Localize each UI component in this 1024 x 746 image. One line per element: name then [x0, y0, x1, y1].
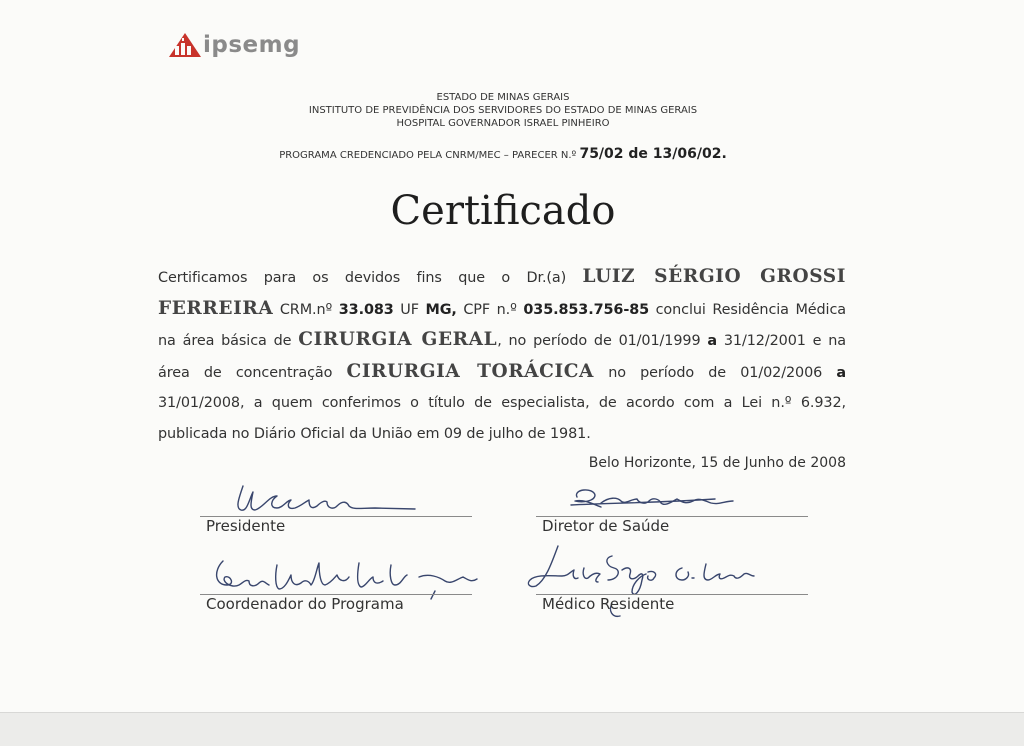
certificate-body [158, 262, 846, 450]
place-and-date: Belo Horizonte, 15 de Junho de 2008 [588, 455, 846, 471]
body-text-9: 31/01/2008, a quem conferimos o título de especialista, de acordo com a Lei n.º 6.932, publicada no Diário Oficial da União em 09 de julho de 1981. [158, 395, 846, 442]
crm-number: 33.083 [338, 301, 394, 318]
program-coordinator-label: Coordenador do Programa [206, 595, 404, 613]
basic-area: CIRURGIA GERAL [298, 329, 498, 351]
body-text-7: 31/12/2001 e na área de concentração [158, 333, 847, 381]
body-text-2: CRM.nº [273, 301, 339, 318]
uf-value: MG, [425, 301, 457, 318]
logo-text: ipsemg [203, 32, 301, 58]
body-a-1: a [707, 333, 717, 350]
ipsemg-logo [168, 32, 300, 58]
president-signature [225, 478, 425, 518]
body-text-1: Certificamos para os devidos fins que o Dr.(a) [158, 270, 583, 286]
resident-name: LUIZ SÉRGIO GROSSI FERREIRA [158, 266, 846, 319]
ipsemg-logo-icon [168, 32, 202, 58]
concentration-area: CIRURGIA TORÁCICA [346, 360, 594, 382]
body-text-6: , no período de 01/01/1999 [497, 333, 708, 350]
header-state: ESTADO DE MINAS GERAIS [436, 92, 570, 103]
header-hospital: HOSPITAL GOVERNADOR ISRAEL PINHEIRO [396, 118, 610, 129]
body-text-8: no período de 01/02/2006 [594, 364, 837, 381]
body-text-3: UF [393, 301, 426, 318]
body-text-4: CPF n.º [456, 301, 524, 318]
health-director-label: Diretor de Saúde [542, 517, 670, 535]
header-institute: INSTITUTO DE PREVIDÊNCIA DOS SERVIDORES DO ESTADO DE MINAS GERAIS [308, 105, 698, 116]
program-accreditation [100, 144, 906, 166]
scan-bottom-edge [0, 712, 1024, 746]
certificate-title: Certificado [390, 188, 616, 234]
body-text-5: conclui Residência Médica na área básica de [158, 301, 846, 350]
program-prefix: PROGRAMA CREDENCIADO PELA CNRM/MEC – PARECER N.º [279, 150, 580, 161]
resident-label: Médico Residente [542, 595, 675, 613]
health-director-signature [565, 483, 745, 513]
institution-header [150, 91, 856, 130]
program-number: 75/02 de 13/06/02. [579, 146, 727, 162]
body-a-2: a [836, 364, 846, 381]
cpf-number: 035.853.756-85 [523, 301, 650, 318]
president-label: Presidente [206, 517, 286, 535]
